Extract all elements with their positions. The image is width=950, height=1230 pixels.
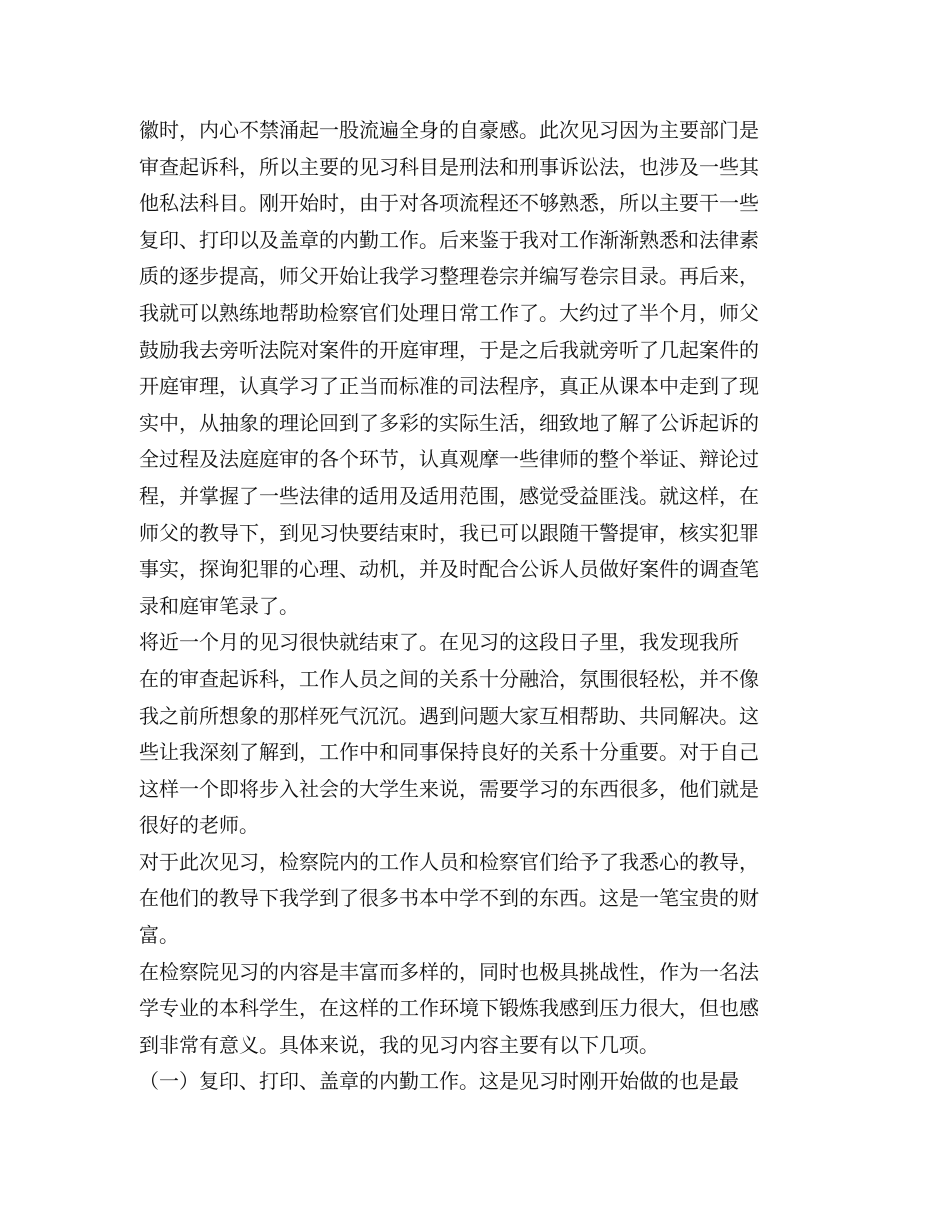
text-line: 我之前所想象的那样死气沉沉。遇到问题大家互相帮助、共同解决。这 [139, 703, 759, 728]
document-body [139, 112, 819, 1100]
text-line: 质的逐步提高，师父开始让我学习整理卷宗并编写卷宗目录。再后来， [139, 264, 759, 289]
text-line: 很好的老师。 [139, 813, 259, 838]
text-line: 我就可以熟练地帮助检察官们处理日常工作了。大约过了半个月，师父 [139, 300, 759, 325]
text-line: 事实，探询犯罪的心理、动机，并及时配合公诉人员做好案件的调查笔 [139, 557, 759, 582]
text-line: 在的审查起诉科，工作人员之间的关系十分融洽，氛围很轻松，并不像 [139, 666, 759, 691]
text-line: 录和庭审笔录了。 [139, 593, 299, 618]
text-line: 将近一个月的见习很快就结束了。在见习的这段日子里，我发现我所 [139, 630, 739, 655]
text-line: 开庭审理，认真学习了正当而标准的司法程序，真正从课本中走到了现 [139, 374, 759, 399]
text-line: 徽时，内心不禁涌起一股流遍全身的自豪感。此次见习因为主要部门是 [139, 118, 759, 142]
text-line: 在他们的教导下我学到了很多书本中学不到的东西。这是一笔宝贵的财 [139, 886, 759, 911]
text-line: 审查起诉科，所以主要的见习科目是刑法和刑事诉讼法，也涉及一些其 [139, 154, 759, 179]
text-line: 师父的教导下，到见习快要结束时，我已可以跟随干警提审，核实犯罪 [139, 520, 759, 545]
text-line: 这样一个即将步入社会的大学生来说，需要学习的东西很多，他们就是 [139, 776, 759, 801]
text-line: 些让我深刻了解到，工作中和同事保持良好的关系十分重要。对于自己 [139, 740, 759, 765]
text-line: 富。 [139, 923, 179, 948]
text-line: 实中，从抽象的理论回到了多彩的实际生活，细致地了解了公诉起诉的 [139, 410, 759, 435]
text-line: 学专业的本科学生，在这样的工作环境下锻炼我感到压力很大，但也感 [139, 996, 759, 1021]
text-line: 对于此次见习，检察院内的工作人员和检察官们给予了我悉心的教导， [139, 849, 759, 874]
text-line: 在检察院见习的内容是丰富而多样的，同时也极具挑战性，作为一名法 [139, 959, 759, 984]
text-line: （一）复印、打印、盖章的内勤工作。这是见习时刚开始做的也是最 [139, 1069, 739, 1094]
text-line: 他私法科目。刚开始时，由于对各项流程还不够熟悉，所以主要干一些 [139, 191, 759, 216]
text-line: 到非常有意义。具体来说，我的见习内容主要有以下几项。 [139, 1032, 659, 1057]
text-line: 复印、打印以及盖章的内勤工作。后来鉴于我对工作渐渐熟悉和法律素 [139, 227, 759, 252]
text-line: 鼓励我去旁听法院对案件的开庭审理，于是之后我就旁听了几起案件的 [139, 337, 759, 362]
text-line: 全过程及法庭庭审的各个环节，认真观摩一些律师的整个举证、辩论过 [139, 447, 759, 472]
text-line: 程，并掌握了一些法律的适用及适用范围，感觉受益匪浅。就这样，在 [139, 483, 759, 508]
